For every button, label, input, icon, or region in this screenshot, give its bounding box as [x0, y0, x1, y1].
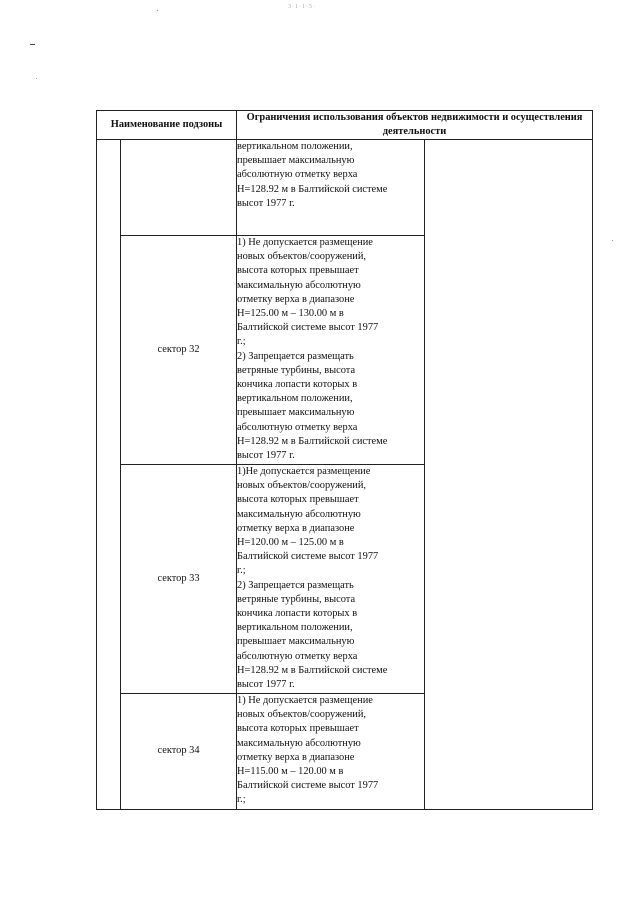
table-row — [97, 140, 593, 236]
line: абсолютную отметку верха — [237, 650, 358, 662]
line: отметку верха в диапазоне — [237, 751, 355, 763]
line: максимальную абсолютную — [237, 279, 361, 291]
line: Н=125.00 м – 130.00 м в — [237, 308, 344, 320]
page-mark: 3·1·1·5· — [288, 4, 316, 10]
table-header-row — [97, 111, 593, 140]
line: 1) Не допускается размещение — [237, 237, 373, 248]
line: кончика лопасти которых в — [237, 608, 358, 620]
line: Н=120.00 м – 125.00 м в — [237, 537, 344, 549]
line: максимальную абсолютную — [237, 508, 361, 520]
line: Н=115.00 м – 120.00 м в — [237, 766, 344, 778]
scan-artifact — [612, 240, 613, 241]
line: Н=128.92 м в Балтийской системе — [237, 435, 388, 447]
line: высота которых превышает — [237, 723, 359, 735]
line: кончика лопасти которых в — [237, 379, 358, 391]
line: вертикальном положении, — [237, 622, 353, 634]
line: отметку верха в диапазоне — [237, 522, 355, 534]
line: Балтийской системе высот 1977 — [237, 780, 379, 792]
line: Н=128.92 м в Балтийской системе — [237, 664, 388, 676]
scan-artifact — [30, 44, 35, 45]
sector-name-cell — [121, 140, 237, 236]
scan-artifact — [157, 10, 158, 11]
line: новых объектов/сооружений, — [237, 251, 367, 263]
scan-artifact — [36, 78, 37, 79]
line: г.; — [237, 794, 246, 806]
line: высота которых превышает — [237, 265, 359, 277]
line: высот 1977 г. — [237, 679, 295, 691]
line: превышает максимальную — [237, 636, 355, 648]
line: абсолютную отметку верха — [237, 169, 358, 181]
line: Н=128.92 м в Балтийской системе — [237, 183, 388, 195]
header-subzone-name: Наименование подзоны — [97, 111, 237, 140]
restriction-cell — [237, 140, 425, 236]
restriction-cell — [237, 236, 425, 465]
line: г.; — [237, 565, 246, 577]
line: Балтийской системе высот 1977 — [237, 322, 379, 334]
line: превышает максимальную — [237, 155, 355, 167]
sector-name-cell: сектор 32 — [121, 236, 237, 465]
empty-right-cell — [425, 140, 593, 810]
line: новых объектов/сооружений, — [237, 709, 367, 721]
restriction-cell — [237, 694, 425, 810]
sector-name-cell: сектор 33 — [121, 465, 237, 694]
line: 2) Запрещается размещать — [237, 579, 354, 591]
line: абсолютную отметку верха — [237, 421, 358, 433]
line: 1)Не допускается размещение — [237, 466, 371, 477]
line: максимальную абсолютную — [237, 737, 361, 749]
line: вертикальном положении, — [237, 393, 353, 405]
line: высот 1977 г. — [237, 450, 295, 462]
line: Балтийской системе высот 1977 — [237, 551, 379, 563]
line: высот 1977 г. — [237, 197, 295, 209]
line: г.; — [237, 336, 246, 348]
line: ветряные турбины, высота — [237, 593, 356, 605]
line: ветряные турбины, высота — [237, 364, 356, 376]
line: превышает максимальную — [237, 407, 355, 419]
restrictions-table — [96, 110, 593, 810]
header-restrictions: Ограничения использования объектов недвижимости и осуществления деятельности — [237, 111, 593, 140]
merged-left-cell — [97, 140, 121, 810]
restriction-cell — [237, 465, 425, 694]
line: отметку верха в диапазоне — [237, 293, 355, 305]
line: 1) Не допускается размещение — [237, 695, 373, 706]
sector-name-cell: сектор 34 — [121, 694, 237, 810]
line: вертикальном положении, — [237, 141, 353, 152]
line: высота которых превышает — [237, 494, 359, 506]
line: новых объектов/сооружений, — [237, 480, 367, 492]
line: 2) Запрещается размещать — [237, 350, 354, 362]
